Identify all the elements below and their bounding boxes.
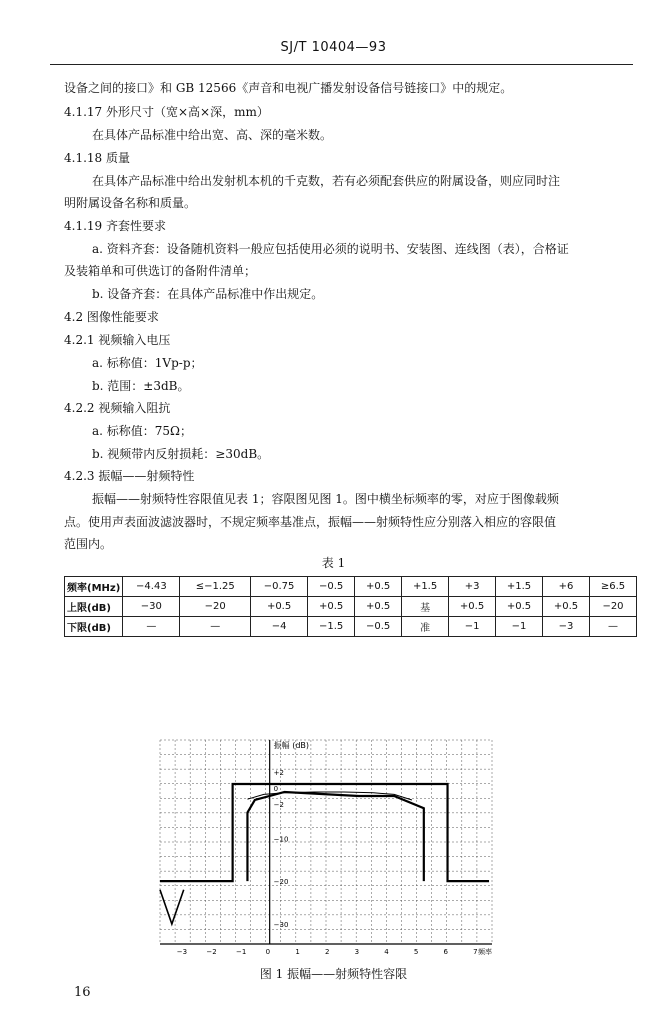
text-line: 设备之间的接口》和 GB 12566《声音和电视广播发射设备信号链接口》中的规定。 — [64, 81, 513, 95]
table-cell: 准 — [402, 617, 449, 637]
table-cell: −0.75 — [251, 577, 308, 597]
y-tick-label: +2 — [273, 769, 285, 777]
text-line: 4.1.18 质量 — [64, 151, 130, 165]
tolerance-table — [64, 576, 637, 637]
table-row-header: 下限(dB) — [65, 617, 123, 637]
text-line: a. 标称值：1Vp-p； — [92, 356, 203, 370]
table-cell: +0.5 — [308, 597, 355, 617]
text-line: 4.1.19 齐套性要求 — [64, 219, 166, 233]
table-cell: −3 — [543, 617, 590, 637]
text-line: 4.2.3 振幅——射频特性 — [64, 469, 195, 483]
x-tick-label: 6 — [443, 948, 449, 956]
x-tick-label: 5 — [413, 948, 419, 956]
x-tick-label: −3 — [176, 948, 188, 956]
table-cell: +1.5 — [402, 577, 449, 597]
x-tick-label: 2 — [324, 948, 330, 956]
y-tick-label: −2 — [273, 801, 285, 809]
x-tick-label: 1 — [295, 948, 300, 956]
x-tick-label: 0 — [265, 948, 271, 956]
table-row — [65, 577, 637, 597]
figure-caption: 图 1 振幅——射频特性容限 — [259, 967, 408, 981]
text-line: 及装箱单和可供选订的备附件清单； — [64, 264, 257, 278]
text-line: 4.2 图像性能要求 — [64, 310, 159, 324]
table-cell: ≥6.5 — [589, 577, 636, 597]
table-cell: — — [180, 617, 251, 637]
table-cell: +6 — [543, 577, 590, 597]
table-row — [65, 597, 637, 617]
text-line: a. 资料齐套：设备随机资料一般应包括使用必须的说明书、安装图、连线图（表），合格证 — [92, 242, 569, 256]
x-tick-label: 7 — [473, 948, 478, 956]
table-cell: −1 — [496, 617, 543, 637]
table-cell: −20 — [589, 597, 636, 617]
table-cell: −4 — [251, 617, 308, 637]
table-cell: −30 — [123, 597, 180, 617]
table-cell: +0.5 — [355, 577, 402, 597]
table-cell: ≤−1.25 — [180, 577, 251, 597]
text-line: b. 范围：±3dB。 — [92, 379, 190, 393]
table-cell: 基 — [402, 597, 449, 617]
table-cell: −20 — [180, 597, 251, 617]
x-tick-label: −2 — [206, 948, 217, 956]
table-cell: −1 — [449, 617, 496, 637]
text-line: b. 视频带内反射损耗：≥30dB。 — [92, 447, 270, 461]
x-tick-label: −1 — [236, 948, 247, 956]
table-cell: −0.5 — [355, 617, 402, 637]
x-tick-label: 4 — [384, 948, 389, 956]
text-line: b. 设备齐套：在具体产品标准中作出规定。 — [92, 287, 324, 301]
table-cell: +0.5 — [543, 597, 590, 617]
text-line: 4.1.17 外形尺寸（宽×高×深，mm） — [64, 105, 269, 119]
table-cell: +0.5 — [251, 597, 308, 617]
text-line: 点。使用声表面波滤波器时，不规定频率基准点，振幅——射频特性应分别落入相应的容限值 — [64, 515, 557, 529]
text-line: 4.2.2 视频输入阻抗 — [64, 401, 171, 415]
table-cell: −4.43 — [123, 577, 180, 597]
table-row-header: 上限(dB) — [65, 597, 123, 617]
table-caption: 表 1 — [321, 556, 346, 570]
text-line: a. 标称值：75Ω； — [92, 424, 193, 438]
table-cell: +0.5 — [449, 597, 496, 617]
header-rule — [50, 64, 633, 65]
y-tick-label: 0 — [273, 785, 279, 793]
x-axis-label: 频率 — [478, 948, 492, 956]
text-line: 在具体产品标准中给出宽、高、深的毫米数。 — [92, 128, 333, 142]
table-cell: — — [123, 617, 180, 637]
table-cell: +3 — [449, 577, 496, 597]
page-header: SJ/T 10404—93 — [280, 40, 387, 55]
text-line: 4.2.1 视频输入电压 — [64, 333, 171, 347]
table-cell: −0.5 — [308, 577, 355, 597]
figure-1-chart — [0, 730, 667, 1030]
table-cell: — — [589, 617, 636, 637]
upper-limit-mask — [160, 784, 489, 881]
text-line: 在具体产品标准中给出发射机本机的千克数，若有必须配套供应的附属设备，则应同时注 — [92, 174, 561, 188]
table-row — [65, 617, 637, 637]
table-cell: +1.5 — [496, 577, 543, 597]
y-tick-label: −20 — [273, 878, 289, 887]
text-line: 振幅——射频特性容限值见表 1；容限图见图 1。图中横坐标频率的零，对应于图像载频 — [92, 492, 559, 506]
y-axis-label: 振幅 (dB) — [273, 741, 310, 750]
table-cell: +0.5 — [496, 597, 543, 617]
table-row-header: 频率(MHz) — [65, 577, 123, 597]
y-tick-label: −30 — [273, 921, 289, 929]
table-cell: −1.5 — [308, 617, 355, 637]
text-line: 明附属设备名称和质量。 — [64, 196, 197, 210]
page-number: 16 — [74, 985, 91, 1000]
x-tick-label: 3 — [354, 948, 360, 956]
y-tick-label: −10 — [273, 835, 289, 844]
notch-mark — [160, 890, 184, 924]
table-cell: +0.5 — [355, 597, 402, 617]
text-line: 范围内。 — [64, 537, 113, 551]
